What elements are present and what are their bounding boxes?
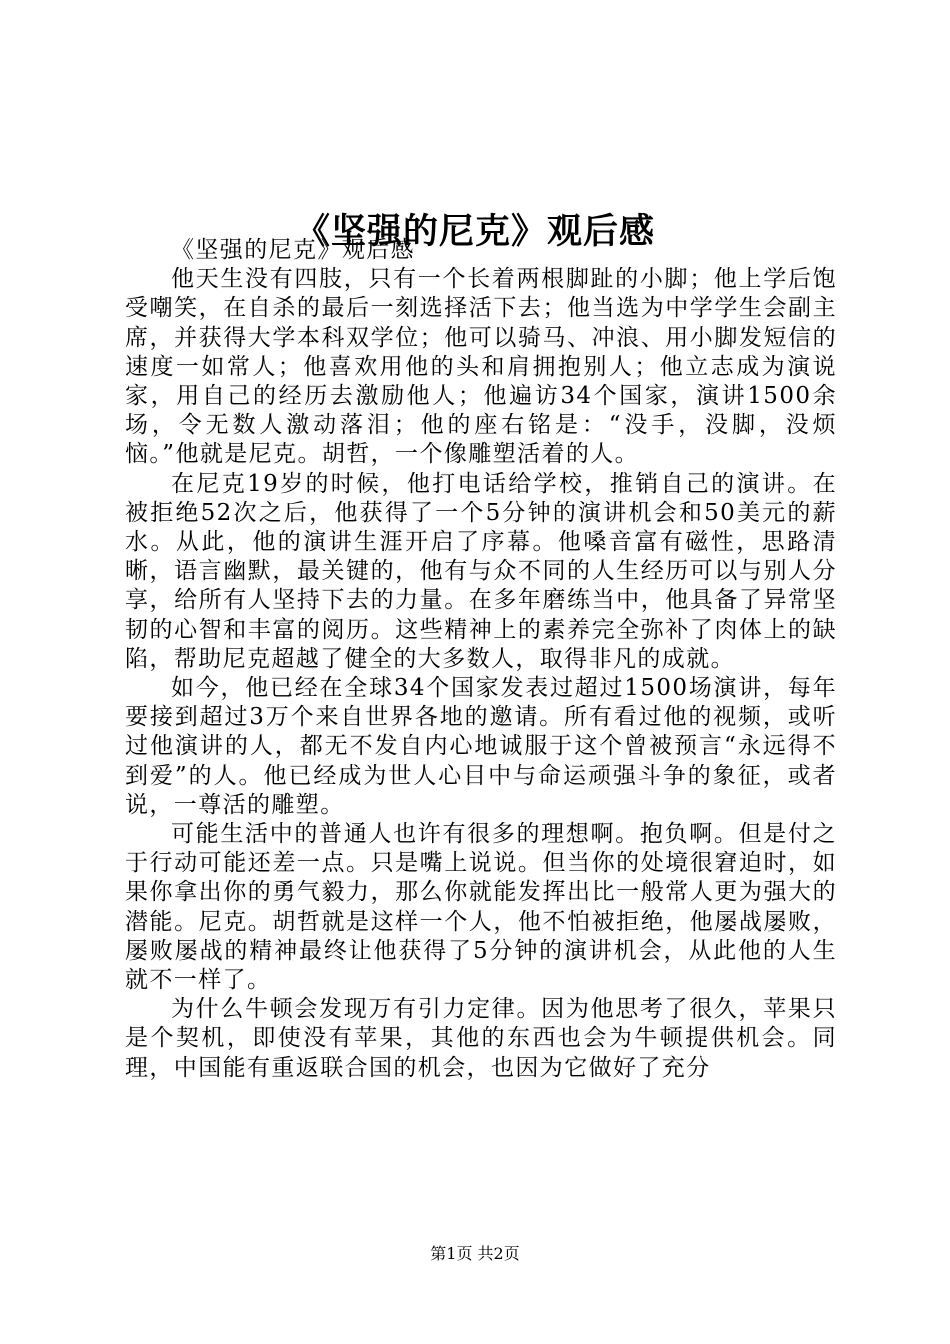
- paragraph-5: 为什么牛顿会发现万有引力定律。因为他思考了很久，苹果只是个契机，即使没有苹果，其他的东西也会为牛顿提供机会。同理，中国能有重返联合国的机会，也因为它做好了充分: [125, 996, 837, 1081]
- paragraph-subtitle: 《坚强的尼克》观后感: [171, 237, 415, 263]
- paragraph-2: 在尼克19岁的时候，他打电话给学校，推销自己的演讲。在被拒绝52次之后，他获得了一个5分钟的演讲机会和50美元的薪水。从此，他的演讲生涯开启了序幕。他嗓音富有磁性，思路清晰，语言幽默，最关键的，他有与众不同的人生经历可以与别人分享，给所有人坚持下去的力量。在多年磨练当中，他具备了异常坚韧的心智和丰富的阅历。这些精神上的素养完全弥补了肉体上的缺陷，帮助尼克超越了健全的大多数人，取得非凡的成就。: [125, 470, 837, 672]
- page-title: 《坚强的尼克》观后感: [294, 211, 655, 253]
- paragraph-3: 如今，他已经在全球34个国家发表过超过1500场演讲，每年要接到超过3万个来自世界各地的邀请。所有看过他的视频，或听过他演讲的人，都无不发自内心地诚服于这个曾被预言“永远得不到爱”的人。他已经成为世人心目中与命运顽强斗争的象征，或者说，一尊活的雕塑。: [125, 675, 837, 818]
- document-body: [125, 236, 837, 1083]
- paragraph-4: 可能生活中的普通人也许有很多的理想啊。抱负啊。但是付之于行动可能还差一点。只是嘴上说说。但当你的处境很窘迫时，如果你拿出你的勇气毅力，那么你就能发挥出比一般常人更为强大的潜能。尼克。胡哲就是这样一个人，他不怕被拒绝，他屡战屡败，屡败屡战的精神最终让他获得了5分钟的演讲机会，从此他的人生就不一样了。: [125, 821, 837, 994]
- page-footer: 第1页 共2页: [430, 1244, 520, 1263]
- paragraph-1: 他天生没有四肢，只有一个长着两根脚趾的小脚；他上学后饱受嘲笑，在自杀的最后一刻选择活下去；他当选为中学学生会副主席，并获得大学本科双学位；他可以骑马、冲浪、用小脚发短信的速度一如常人；他喜欢用他的头和肩拥抱别人；他立志成为演说家，用自己的经历去激励他人；他遍访34个国家，演讲1500余场，令无数人激动落泪；他的座右铭是：“没手，没脚，没烦恼。”他就是尼克。胡哲，一个像雕塑活着的人。: [125, 266, 837, 468]
